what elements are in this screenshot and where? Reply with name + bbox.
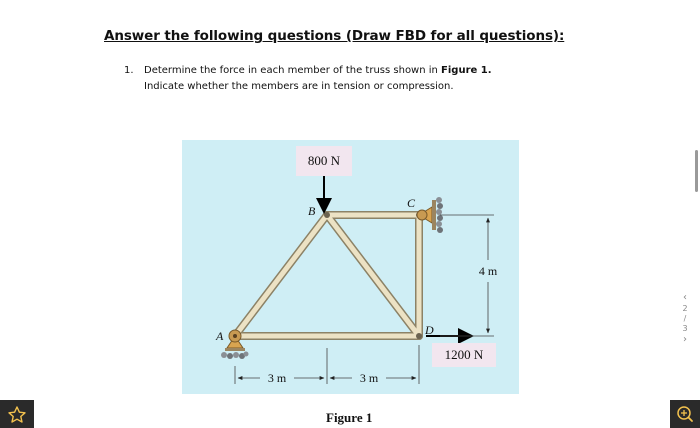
page-heading: Answer the following questions (Draw FBD for all questions): <box>104 28 565 44</box>
bookmark-button[interactable] <box>0 400 34 428</box>
next-page-icon[interactable]: › <box>683 334 687 345</box>
truss-members <box>235 215 419 336</box>
zoom-button[interactable] <box>670 400 700 428</box>
previous-page-icon[interactable]: ‹ <box>683 292 687 303</box>
question-text: Determine the force in each member of the truss shown in <box>144 65 442 76</box>
figure-caption: Figure 1 <box>326 410 373 425</box>
question-line-1 <box>144 65 492 76</box>
page-separator: / <box>683 314 687 323</box>
zoom-in-icon <box>670 400 700 428</box>
joint-d <box>416 333 422 339</box>
width-left-label: 3 m <box>267 371 287 385</box>
width-right-label: 3 m <box>359 371 379 385</box>
node-b-label: B <box>308 204 316 218</box>
width-dimensions <box>235 345 419 384</box>
load-1200-label: 1200 N <box>444 347 484 362</box>
figure-reference: Figure 1. <box>441 65 492 76</box>
node-c-label: C <box>407 196 416 210</box>
question-number: 1. <box>124 65 134 76</box>
total-pages-number: 3 <box>682 324 688 333</box>
height-dimension-label: 4 m <box>478 264 498 278</box>
node-a-label: A <box>216 329 224 343</box>
page-navigator <box>676 292 694 346</box>
question-line-2: Indicate whether the members are in tension or compression. <box>144 81 454 92</box>
star-icon <box>0 400 34 428</box>
load-800-label: 800 N <box>307 153 341 168</box>
joint-b <box>324 212 330 218</box>
current-page-number: 2 <box>682 304 688 313</box>
truss-figure <box>182 140 519 394</box>
scrollbar-thumb[interactable] <box>695 150 698 192</box>
node-d-label: D <box>425 323 434 337</box>
